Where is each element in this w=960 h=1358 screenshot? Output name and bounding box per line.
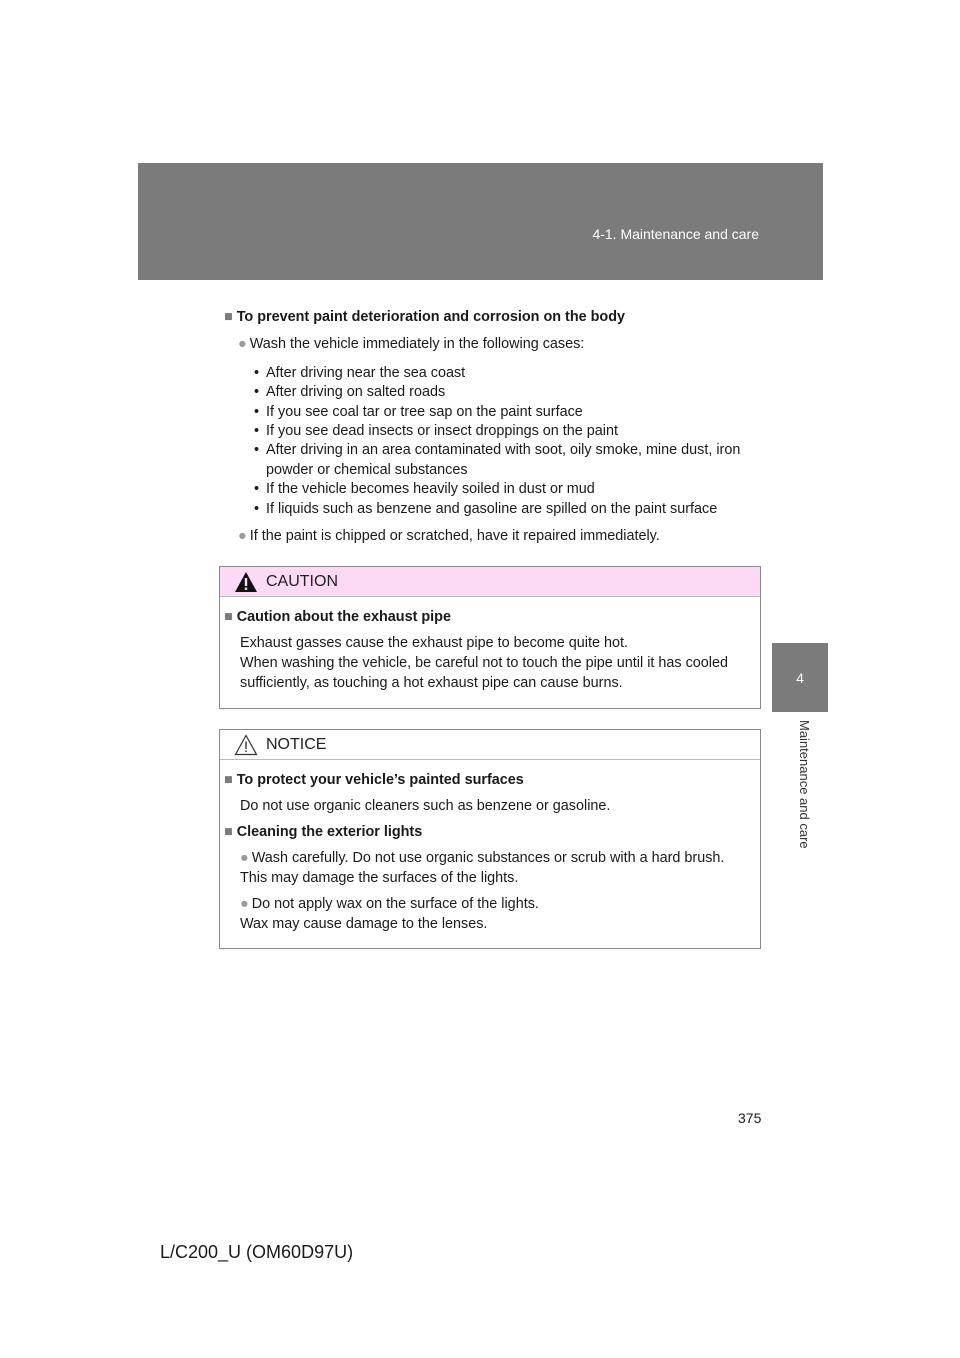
document-code: L/C200_U (OM60D97U) [160,1242,354,1262]
warning-icon [234,571,258,593]
chapter-label: Maintenance and care [797,720,812,849]
case-list [254,364,764,519]
notice-title-painted: ■ To protect your vehicle’s painted surfaces [224,772,524,788]
list-item: • After driving on salted roads [254,383,764,402]
notice-box [219,729,761,949]
section-title: 4-1. Maintenance and care [592,226,759,242]
bullet-wash: ● Wash the vehicle immediately in the following cases: [238,336,585,353]
notice-bullet-wax: ● Do not apply wax on the surface of the lights. Wax may cause damage to the lenses. [240,896,539,932]
list-item: • After driving in an area contaminated with soot, oily smoke, mine dust, iron powder or chemical substances [254,441,764,480]
chapter-tab [772,643,828,712]
caution-heading: CAUTION [266,572,338,590]
list-item: • If the vehicle becomes heavily soiled in dust or mud [254,480,764,499]
list-item: • If liquids such as benzene and gasoline are spilled on the paint surface [254,500,764,519]
notice-body [220,760,760,952]
header-bar [138,163,823,280]
notice-bullet-wash: ● Wash carefully. Do not use organic substances or scrub with a hard brush. This may damage the surfaces of the lights. [240,850,725,886]
notice-icon [234,734,258,756]
main-content [224,308,764,555]
list-item: • After driving near the sea coast [254,364,764,383]
caution-text: Exhaust gasses cause the exhaust pipe to become quite hot. When washing the vehicle, be careful not to touch the pipe until it has cooled sufficiently, as touching a hot exhaust pipe can cause burns. [240,635,728,691]
chapter-number: 4 [796,669,804,686]
list-item: • If you see coal tar or tree sap on the paint surface [254,403,764,422]
caution-header [220,567,760,597]
caution-title: ■ Caution about the exhaust pipe [224,609,451,625]
notice-heading: NOTICE [266,735,327,753]
bullet-paint: ● If the paint is chipped or scratched, have it repaired immediately. [238,528,660,545]
list-item: • If you see dead insects or insect droppings on the paint [254,422,764,441]
notice-header [220,730,760,760]
section-heading: ■ To prevent paint deterioration and corrosion on the body [224,309,626,325]
notice-text-painted: Do not use organic cleaners such as benzene or gasoline. [240,798,611,814]
caution-body [220,597,760,711]
page-number: 375 [738,1110,762,1126]
caution-box [219,566,761,709]
notice-title-lights: ■ Cleaning the exterior lights [224,824,423,840]
